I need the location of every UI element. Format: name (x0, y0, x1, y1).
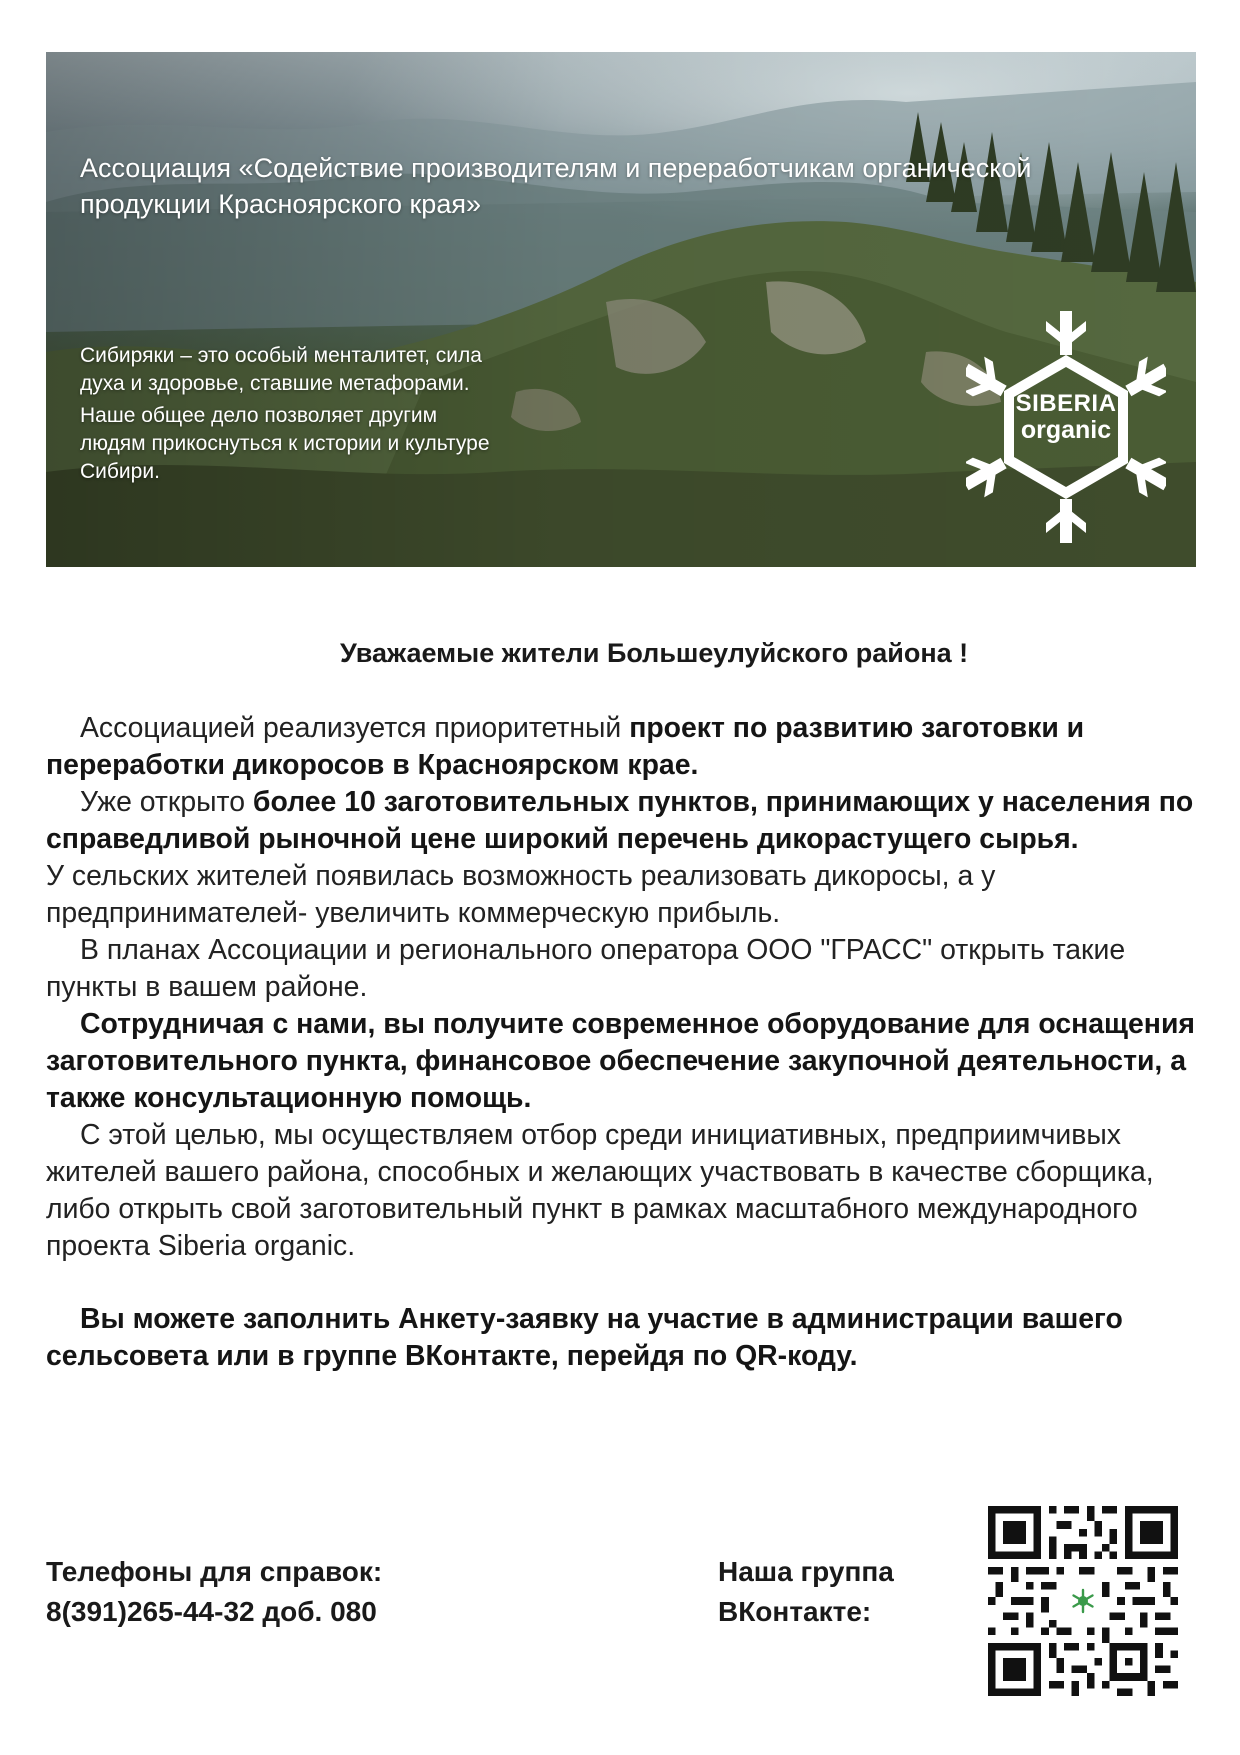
snowflake-mini-icon (1069, 1587, 1097, 1615)
paragraph-application (46, 1301, 1196, 1375)
paragraph-project-highlight: проект по развитию заготовки и переработки дикоросов в Красноярском крае. (46, 712, 1085, 781)
association-title: Ассоциация «Содействие производителям и переработчикам органической продукции Красноярского края» (80, 153, 1032, 219)
paragraph-opportunity: У сельских жителей появилась возможность реализовать дикоросы, а у предпринимателей- увеличить коммерческую прибыль. (46, 860, 996, 929)
vk-group-label-line-2: ВКонтакте: (718, 1596, 872, 1627)
vk-group-label-line-1: Наша группа (718, 1556, 894, 1587)
paragraph-points (46, 784, 1196, 858)
paragraph-plans: В планах Ассоциации и регионального оператора ООО "ГРАСС" открыть такие пункты в вашем районе. (46, 934, 1126, 1003)
slogan-line-1: Сибиряки – это особый менталитет, сила духа и здоровье, ставшие метафорами. (80, 344, 482, 395)
paragraph-selection: С этой целью, мы осуществляем отбор среди инициативных, предприимчивых жителей вашего района, способных и желающих участвовать в качестве сборщика, либо открыть свой заготовительный пункт в рамках масштабного международного проекта Siberia organic. (46, 1119, 1154, 1262)
greeting-heading: Уважаемые жители Большеулуйского района ! (340, 638, 969, 668)
paragraph-cooperation-highlight: Сотрудничая с нами, вы получите современное оборудование для оснащения заготовительного пункта, финансовое обеспечение закупочной деятельности, а также консультационную помощь. (46, 1008, 1195, 1114)
paragraph-points-highlight: более 10 заготовительных пунктов, принимающих у населения по справедливой рыночной цене широкий перечень дикорастущего сырья. (46, 786, 1194, 855)
paragraph-cooperation (46, 1006, 1196, 1117)
logo-line-2: organic (1020, 416, 1112, 444)
paragraph-application-highlight: Вы можете заполнить Анкету-заявку на участие в администрации вашего сельсовета или в группе ВКонтакте, перейдя по QR-коду. (46, 1303, 1123, 1372)
paragraph-project (46, 710, 1196, 784)
siberia-organic-logo (966, 307, 1166, 547)
slogan-line-2: Наше общее дело позволяет другим людям прикоснуться к истории и культуре Сибири. (80, 404, 490, 483)
vk-group-label (718, 1552, 958, 1632)
banner-slogan (80, 342, 500, 490)
phones-label: Телефоны для справок: (46, 1556, 383, 1587)
phone-number: 8(391)265-44-32 доб. 080 (46, 1596, 377, 1627)
letter-body (46, 710, 1196, 1375)
hero-banner (46, 52, 1196, 567)
logo-wordmark (966, 391, 1166, 443)
qr-logo-badge (1066, 1584, 1100, 1618)
paragraph-project-text: Ассоциацией реализуется приоритетный (80, 712, 630, 744)
spacer (46, 1265, 1196, 1301)
logo-line-1: SIBERIA (1015, 390, 1117, 417)
paragraph-points-text: Уже открыто (80, 786, 253, 818)
contact-phones (46, 1552, 382, 1632)
